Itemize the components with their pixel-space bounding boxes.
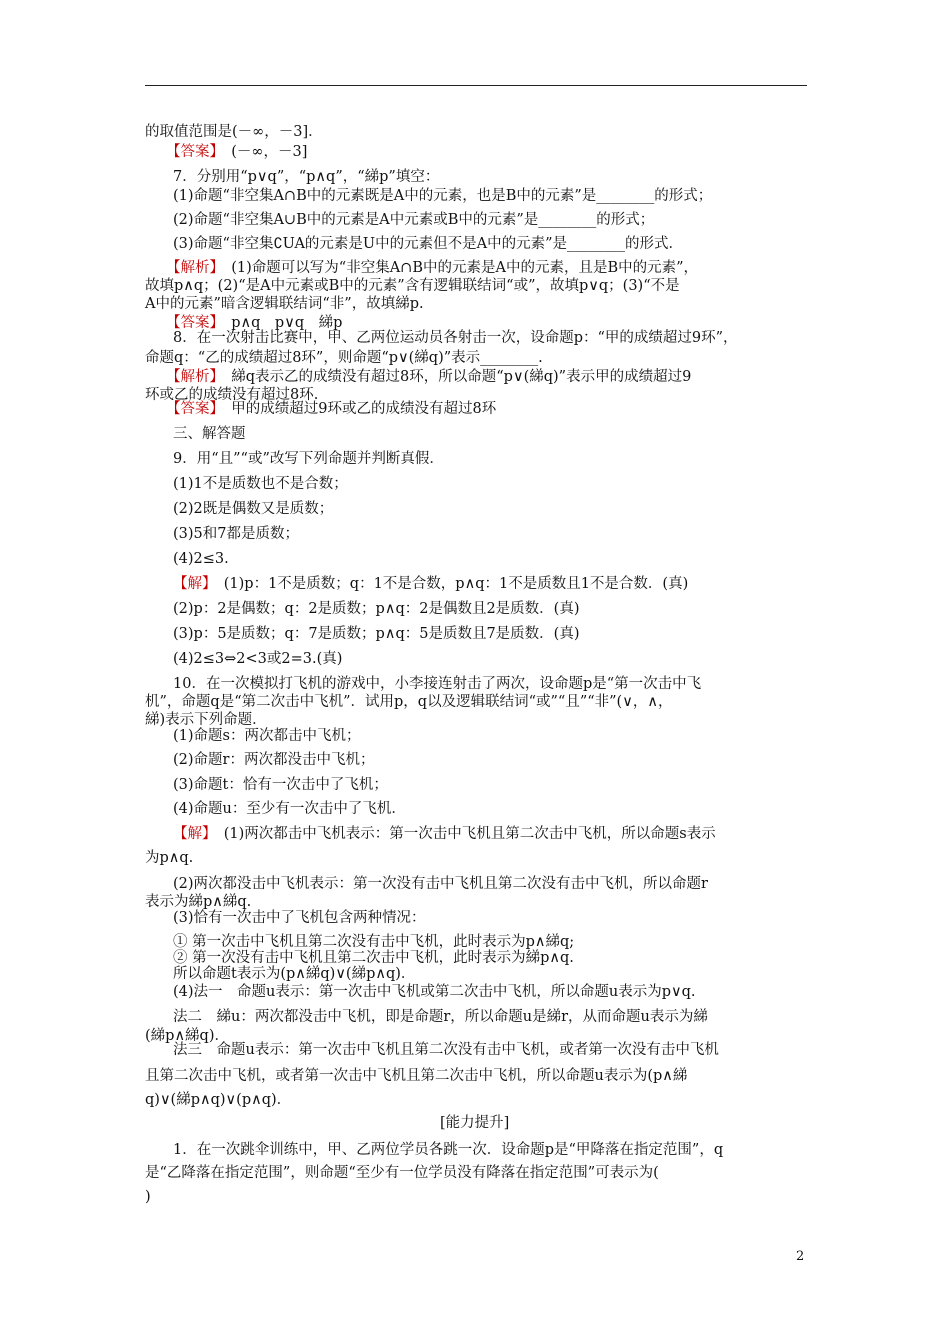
text-line: (4)2≤3⇔2<3或2=3.(真): [173, 651, 343, 667]
text-line: (2)两次都没击中飞机表示：第一次没有击中飞机且第二次没有击中飞机，所以命题r: [173, 876, 708, 892]
text-line: (綈p∧綈q)．: [145, 1028, 229, 1044]
header-rule: [145, 85, 807, 86]
text-line: (1)1不是质数也不是合数；: [173, 476, 348, 492]
text-line: (4)2≤3.: [173, 551, 229, 567]
text-line: (2)2既是偶数又是质数；: [173, 501, 334, 517]
analysis-tag: 【解析】: [166, 260, 217, 276]
text-line: 所以命题t表示为(p∧綈q)∨(綈p∧q)．: [173, 966, 416, 982]
section-heading: 三、解答题: [173, 426, 246, 442]
solution-tag: 【解】: [173, 826, 210, 842]
text-line: 故填p∧q；(2)“是A中元素或B中的元素”含有逻辑联结词“或”，故填p∨q；(3)“不是: [145, 278, 680, 294]
text-line: (3)5和7都是质数；: [173, 526, 299, 542]
text-line: 机”，命题q是“第二次击中飞机”．试用p，q以及逻辑联结词“或”“且”“非”(∨，∧，: [145, 694, 673, 710]
question-line: 10．在一次模拟打飞机的游戏中，小李接连射击了两次，设命题p是“第一次击中飞: [173, 676, 702, 692]
text-line: ② 第一次没有击中飞机且第二次击中飞机，此时表示为綈p∧q.: [173, 950, 574, 966]
text-line: 是“乙降落在指定范围”，则命题“至少有一位学员没有降落在指定范围”可表示为(: [145, 1165, 659, 1181]
question-line: 1．在一次跳伞训练中，甲、乙两位学员各跳一次．设命题p是“甲降落在指定范围”，q: [173, 1142, 724, 1158]
text-line: 法三 命题u表示：第一次击中飞机且第二次没有击中飞机，或者第一次没有击中飞机: [173, 1042, 719, 1058]
page-number: 2: [796, 1249, 805, 1264]
text-line: (1)命题s：两次都击中飞机；: [173, 728, 361, 744]
text-line: 为p∧q.: [145, 850, 194, 866]
question-line: 7．分别用“p∨q”，“p∧q”，“綈p”填空：: [173, 169, 440, 185]
text-line: q)∨(綈p∧q)∨(p∧q)．: [145, 1092, 292, 1108]
text-line: (1)命题“非空集A∩B中的元素既是A中的元素，也是B中的元素”是________的形式；: [173, 188, 713, 204]
text-line: (3)命题“非空集∁UA的元素是U中的元素但不是A中的元素”是________的形式．: [173, 236, 684, 252]
text-line: 命题q：“乙的成绩超过8环”，则命题“p∨(綈q)”表示________.: [145, 350, 543, 366]
answer-tag: 【答案】: [166, 315, 217, 331]
text-line: (3)命题t：恰有一次击中了飞机；: [173, 777, 388, 793]
text-line: (3)恰有一次击中了飞机包含两种情况：: [173, 910, 426, 926]
text-line: (2)命题r：两次都没击中飞机；: [173, 752, 375, 768]
answer-tag: 【答案】: [166, 144, 217, 160]
text-line: 环或乙的成绩没有超过8环.: [145, 387, 319, 403]
text-line: (2)p：2是偶数；q：2是质数；p∧q：2是偶数且2是质数．(真): [173, 601, 580, 617]
question-line: 9．用“且”“或”改写下列命题并判断真假．: [173, 451, 444, 467]
text-line: ① 第一次击中飞机且第二次没有击中飞机，此时表示为p∧綈q;: [173, 934, 575, 950]
text-line: 的取值范围是(－∞，－3]．: [145, 124, 323, 140]
answer-line: 【答案】 甲的成绩超过9环或乙的成绩没有超过8环: [166, 401, 497, 417]
text-line: 且第二次击中飞机，或者第一次击中飞机且第二次击中飞机，所以命题u表示为(p∧綈: [145, 1068, 688, 1084]
answer-line: 【答案】 p∧q p∨q 綈p: [166, 315, 343, 331]
section-heading: [能力提升]: [440, 1115, 510, 1131]
analysis-line: 【解析】 (1)命题可以写为“非空集A∩B中的元素是A中的元素，且是B中的元素”，: [166, 260, 699, 276]
text-line: A中的元素”暗含逻辑联结词“非”，故填綈p.: [145, 296, 424, 312]
analysis-line: 【解析】 綈q表示乙的成绩没有超过8环，所以命题“p∨(綈q)”表示甲的成绩超过9: [166, 369, 692, 385]
text-line: (2)命题“非空集A∪B中的元素是A中元素或B中的元素”是________的形式；: [173, 212, 655, 228]
question-line: 8．在一次射击比赛中，甲、乙两位运动员各射击一次，设命题p：“甲的成绩超过9环”，: [173, 330, 738, 346]
analysis-tag: 【解析】: [166, 369, 217, 385]
text-line: (4)法一 命题u表示：第一次击中飞机或第二次击中飞机，所以命题u表示为p∨q.: [173, 984, 696, 1000]
text-line: (4)命题u：至少有一次击中了飞机．: [173, 801, 406, 817]
text-line: 表示为綈p∧綈q.: [145, 894, 252, 910]
solution-line: 【解】 (1)两次都击中飞机表示：第一次击中飞机且第二次击中飞机，所以命题s表示: [173, 826, 716, 842]
solution-tag: 【解】: [173, 576, 210, 592]
text-line: 法二 綈u：两次都没击中飞机，即是命题r，所以命题u是綈r，从而命题u表示为綈: [173, 1009, 708, 1025]
text-line: (3)p：5是质数；q：7是质数；p∧q：5是质数且7是质数．(真): [173, 626, 580, 642]
answer-line: 【答案】 (－∞，－3]: [166, 144, 308, 160]
answer-tag: 【答案】: [166, 401, 217, 417]
text-line: 綈)表示下列命题．: [145, 712, 267, 728]
text-line: ): [145, 1189, 151, 1205]
solution-line: 【解】 (1)p：1不是质数；q：1不是合数，p∧q：1不是质数且1不是合数．(真): [173, 576, 689, 592]
